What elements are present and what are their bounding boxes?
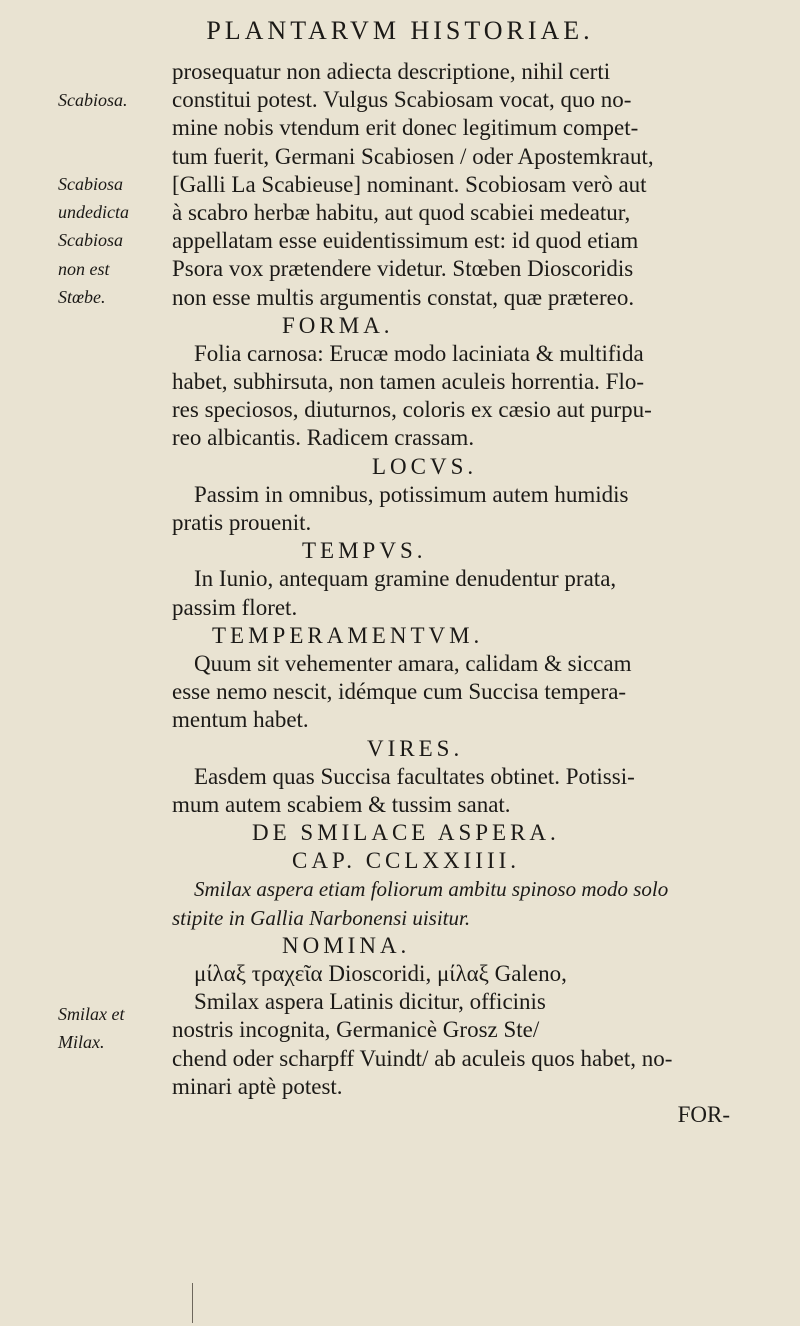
text-line: esse nemo nescit, idémque cum Succisa tempera- (172, 679, 627, 705)
text-line: appellatam esse euidentissimum est: id quod etiam (172, 228, 639, 254)
text-line: Passim in omnibus, potissimum autem humidis (194, 481, 629, 507)
text-line: minari aptè potest. (172, 1073, 343, 1099)
margin-note-line: undedicta (58, 202, 129, 223)
text-line: pratis prouenit. (172, 510, 312, 535)
section-heading-temperamentum: TEMPERAMENTVM. (212, 622, 484, 648)
margin-note-scabiosa-unde-dicta (58, 170, 178, 311)
text-line: reo albicantis. Radicem crassam. (172, 425, 475, 451)
text-line: mentum habet. (172, 707, 309, 733)
text-line: Psora vox prætendere videtur. Stœben Dioscoridis (172, 256, 634, 282)
section-heading-nomina: NOMINA. (282, 932, 411, 958)
section-heading-locus: LOCVS. (372, 453, 478, 479)
chapter-number: CAP. CCLXXIIII. (292, 848, 521, 874)
text-line: non esse multis argumentis constat, quæ prætereo. (172, 284, 635, 310)
body-text (172, 58, 800, 1129)
margin-note-line: Stœbe. (58, 286, 106, 307)
intro-line: stipite in Gallia Narbonensi uisitur. (172, 905, 471, 930)
margin-note-line: Scabiosa. (58, 90, 128, 110)
text-line: habet, subhirsuta, non tamen aculeis horrentia. Flo- (172, 369, 645, 395)
text-line: res speciosos, diuturnos, coloris ex cæsio aut purpu- (172, 397, 652, 423)
chapter-title: DE SMILACE ASPERA. (252, 820, 560, 846)
margin-note-line: Milax. (58, 1032, 105, 1053)
text-line: In Iunio, antequam gramine denudentur prata, (194, 566, 617, 592)
text-line: [Galli La Scabieuse] nominant. Scobiosam verò aut (172, 171, 647, 197)
text-line: prosequatur non adiecta descriptione, nihil certi (172, 59, 611, 84)
text-line: chend oder scharpff Vuindt/ ab aculeis quos habet, no- (172, 1045, 673, 1071)
text-line: μίλαξ τραχεῖα Dioscoridi, μίλαξ Galeno, (194, 961, 567, 986)
text-line: Easdem quas Succisa facultates obtinet. Potissi- (194, 763, 635, 789)
running-title: PLANTARVM HISTORIAE. (206, 16, 594, 45)
text-line: à scabro herbæ habitu, aut quod scabiei medeatur, (172, 199, 631, 225)
text-line: tum fuerit, Germani Scabiosen / oder Apostemkraut, (172, 143, 654, 169)
text-line: passim floret. (172, 594, 298, 620)
text-line: Smilax aspera Latinis dicitur, officinis (194, 989, 546, 1015)
scan-mark (192, 1283, 201, 1323)
margin-note-line: Scabiosa (58, 230, 123, 251)
margin-note-smilax (58, 1000, 178, 1056)
margin-note-line: Scabiosa (58, 174, 123, 194)
margin-note-line: Smilax et (58, 1004, 125, 1024)
text-line: mine nobis vtendum erit donec legitimum compet- (172, 115, 639, 141)
text-line: nostris incognita, Germanicè Grosz Ste/ (172, 1017, 540, 1043)
intro-line: Smilax aspera etiam foliorum ambitu spinoso modo solo (194, 877, 669, 902)
text-line: Quum sit vehementer amara, calidam & siccam (194, 650, 632, 676)
margin-note-scabiosa (58, 86, 178, 114)
text-line: constitui potest. Vulgus Scabiosam vocat, quo no- (172, 87, 632, 113)
catchword: FOR- (677, 1101, 730, 1127)
section-heading-vires: VIRES. (367, 735, 464, 761)
margin-note-line: non est (58, 258, 110, 279)
text-line: mum autem scabiem & tussim sanat. (172, 791, 511, 817)
text-line: Folia carnosa: Erucæ modo laciniata & multifida (194, 340, 644, 366)
section-heading-tempus: TEMPVS. (302, 538, 427, 564)
section-heading-forma: FORMA. (282, 312, 394, 338)
